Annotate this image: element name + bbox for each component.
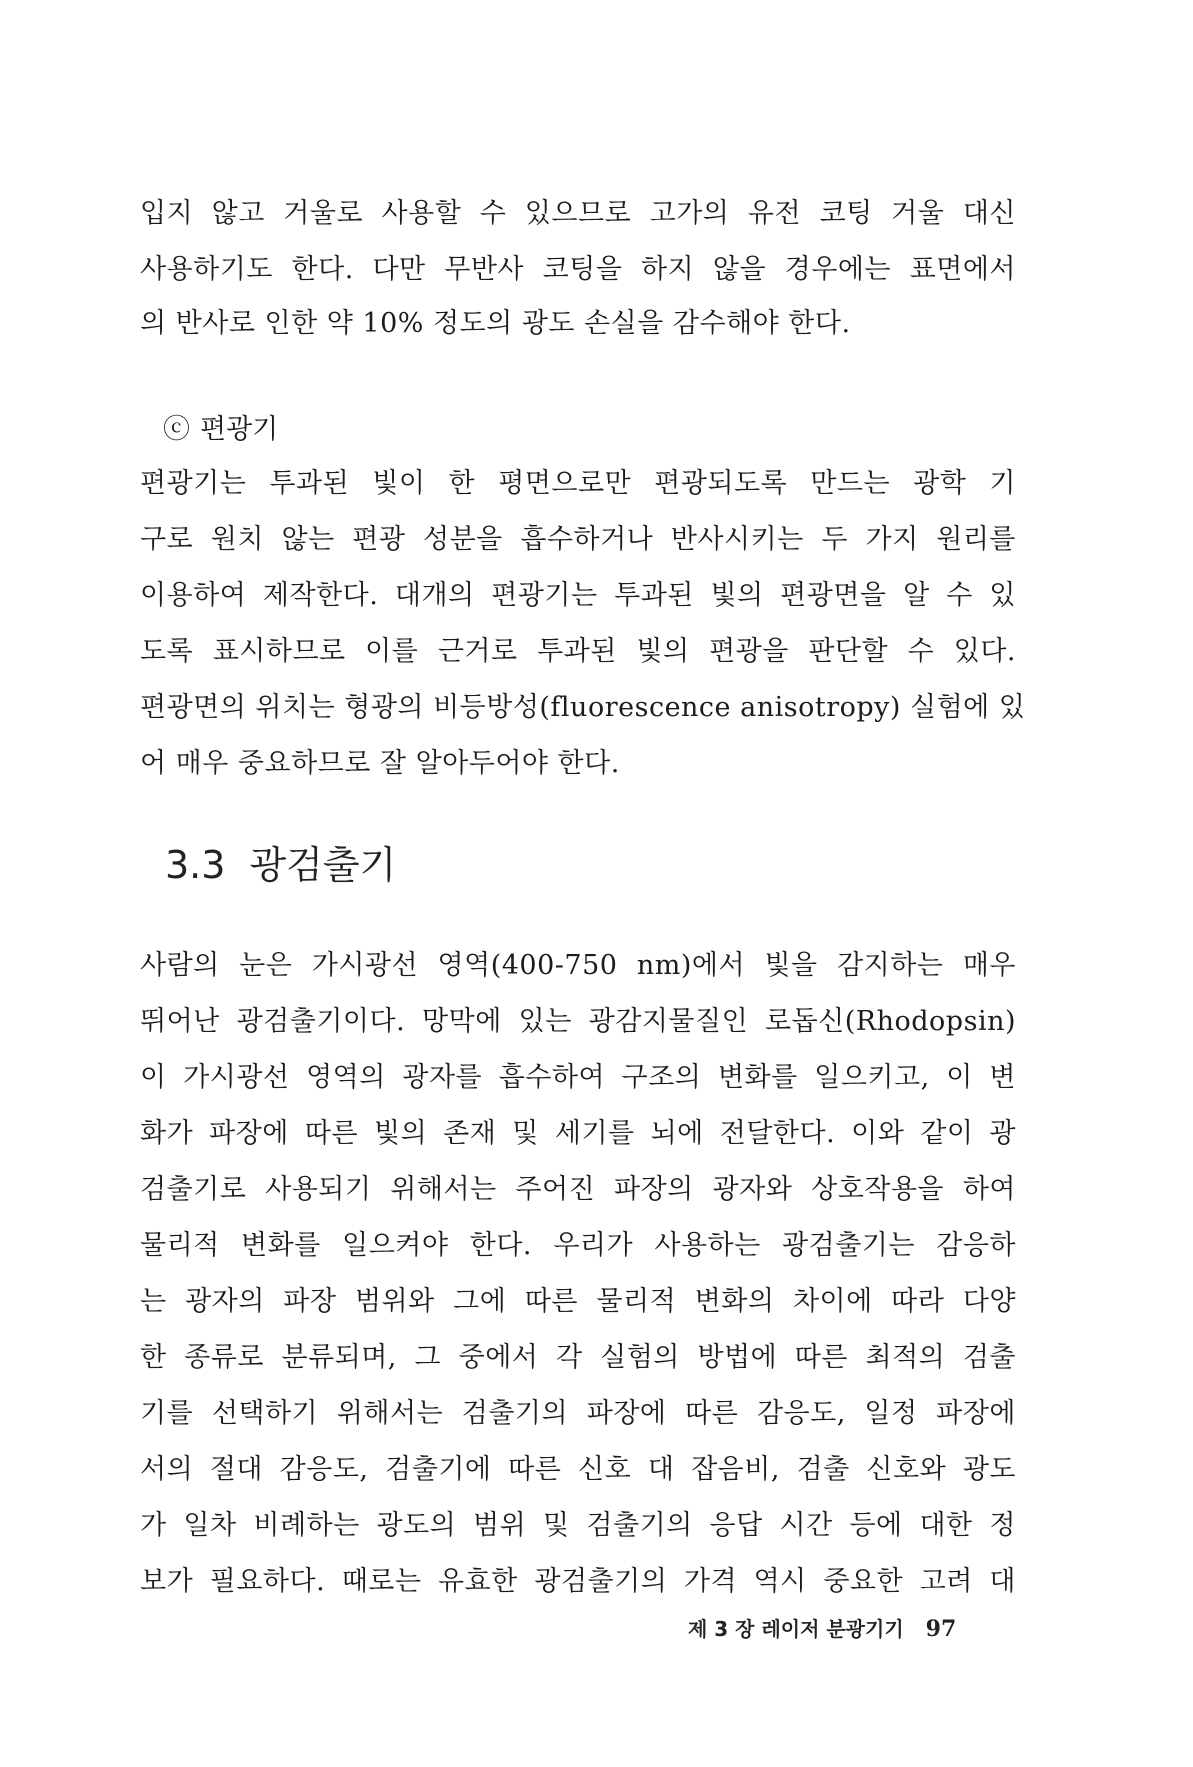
text-line: 보가 필요하다. 때로는 유효한 광검출기의 가격 역시 중요한 고려 대	[140, 1566, 1016, 1597]
text-line: 사용하기도 한다. 다만 무반사 코팅을 하지 않을 경우에는 표면에서	[140, 254, 1016, 285]
text-line: 는 광자의 파장 범위와 그에 따른 물리적 변화의 차이에 따라 다양	[140, 1286, 1016, 1317]
text-line: 기를 선택하기 위해서는 검출기의 파장에 따른 감응도, 일정 파장에	[140, 1398, 1016, 1429]
text-line: 물리적 변화를 일으켜야 한다. 우리가 사용하는 광검출기는 감응하	[140, 1230, 1016, 1261]
text-line: 구로 원치 않는 편광 성분을 흡수하거나 반사시키는 두 가지 원리를	[140, 524, 1016, 555]
subsection-title: 편광기	[200, 414, 279, 445]
subsection-marker: ⓒ	[163, 414, 190, 445]
text-line: 이용하여 제작한다. 대개의 편광기는 투과된 빛의 편광면을 알 수 있	[140, 580, 1016, 611]
text-line: 가 일차 비례하는 광도의 범위 및 검출기의 응답 시간 등에 대한 정	[140, 1510, 1016, 1541]
text-line: 서의 절대 감응도, 검출기에 따른 신호 대 잡음비, 검출 신호와 광도	[140, 1454, 1016, 1485]
text-line: 화가 파장에 따른 빛의 존재 및 세기를 뇌에 전달한다. 이와 같이 광	[140, 1118, 1016, 1149]
text-line: 어 매우 중요하므로 잘 알아두어야 한다.	[140, 748, 620, 779]
text-line: 편광면의 위치는 형광의 비등방성(fluorescence anisotropy) 실험에 있	[140, 692, 1026, 723]
text-line: 한 종류로 분류되며, 그 중에서 각 실험의 방법에 따른 최적의 검출	[140, 1342, 1016, 1373]
text-line: 뛰어난 광검출기이다. 망막에 있는 광감지물질인 로돕신(Rhodopsin)	[140, 1006, 1016, 1037]
text-line: 검출기로 사용되기 위해서는 주어진 파장의 광자와 상호작용을 하여	[140, 1174, 1016, 1205]
section-title: 광검출기	[249, 843, 397, 887]
page-number: 97	[925, 1616, 957, 1642]
text-line: 도록 표시하므로 이를 근거로 투과된 빛의 편광을 판단할 수 있다.	[140, 636, 1016, 667]
text-line: 입지 않고 거울로 사용할 수 있으므로 고가의 유전 코팅 거울 대신	[140, 198, 1016, 229]
subsection-heading	[163, 410, 278, 450]
section-number: 3.3	[165, 843, 226, 887]
text-line: 편광기는 투과된 빛이 한 평면으로만 편광되도록 만드는 광학 기	[140, 468, 1016, 499]
text-line: 사람의 눈은 가시광선 영역(400-750 nm)에서 빛을 감지하는 매우	[140, 950, 1016, 981]
text-line: 이 가시광선 영역의 광자를 흡수하여 구조의 변화를 일으키고, 이 변	[140, 1062, 1016, 1093]
section-heading	[165, 840, 396, 890]
chapter-title: 제 3 장 레이저 분광기기	[688, 1617, 904, 1641]
page-footer	[688, 1614, 956, 1644]
text-line: 의 반사로 인한 약 10% 정도의 광도 손실을 감수해야 한다.	[140, 308, 851, 339]
